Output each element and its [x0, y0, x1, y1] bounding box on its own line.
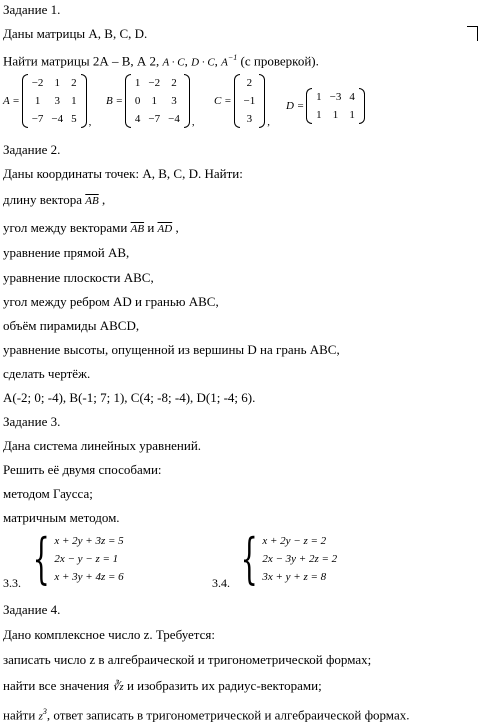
task4-line-2: записать число z в алгебраической и тригонометрической формах; [3, 652, 372, 667]
matrix-a-label: A = [3, 95, 20, 107]
task3-line-3: методом Гаусса; [3, 486, 93, 501]
brace-icon: { [240, 527, 258, 590]
sys1-eq3: x + 3y + 4z = 6 [54, 571, 124, 583]
system-3-3-label: 3.3. [3, 576, 21, 590]
brace-icon: { [32, 527, 50, 590]
task2-line-7: уравнение высоты, опущенной из вершины D на грань АВС, [3, 342, 340, 357]
task3-line-2: Решить её двумя способами: [3, 462, 162, 477]
system-3-4-label: 3.4. [212, 576, 230, 590]
sys1-eq2: 2x − y − z = 1 [54, 553, 119, 565]
sys2-eq3: 3x + y + z = 8 [262, 571, 327, 583]
matrix-d-table: 1 −3 4 1 1 1 [316, 91, 355, 121]
corner-mark [467, 26, 478, 41]
task2-line-3: уравнение прямой АВ, [3, 245, 130, 260]
task1-find-suffix: (с проверкой). [240, 53, 319, 69]
task3-line-1: Дана система линейных уравнений. [3, 438, 202, 453]
task1-given: Даны матрицы А, В, С, D. [3, 26, 148, 41]
sys2-eq1: x + 2y − z = 2 [262, 535, 327, 547]
sys1-eq1: x + 2y + 3z = 5 [54, 535, 124, 547]
task2-line-angle: угол между векторами $\overline{AB}$ и $\overline{AD}$ , [3, 220, 179, 235]
expr-a-inverse-base: A [221, 56, 228, 69]
matrix-c-label: C = [214, 95, 232, 107]
matrix-a-table: −2 1 2 1 3 1 −7 −4 5 [31, 77, 77, 125]
matrix-c-table: 2 −1 3 [243, 77, 256, 125]
task3-line-4: матричным методом. [3, 510, 120, 525]
task2-points: А(-2; 0; -4), В(-1; 7; 1), С(4; -8; -4), D(1; -4; 6). [3, 390, 256, 405]
task2-line-4: уравнение плоскости АВС, [3, 270, 154, 285]
z-cubed-exp: 3 [42, 707, 47, 716]
task2-line-8: сделать чертёж. [3, 366, 91, 381]
z-cubed-base: z [38, 710, 43, 723]
sys2-eq2: 2x − 3y + 2z = 2 [262, 553, 338, 565]
matrices-row [0, 74, 485, 132]
task2-line-length: длину вектора $\overline{AB}$ , [3, 192, 106, 207]
expr-a-times-c: A · C [162, 56, 185, 69]
task1-find: Найти матрицы 2А – В, А 2, A · C, D · C, $A^{-1}$ (с проверкой). [3, 53, 319, 69]
task4-line-1: Дано комплексное число z. Требуется: [3, 627, 215, 642]
task2-line-5: угол между ребром АD и гранью АВС, [3, 294, 219, 309]
matrix-a: A = −2 1 2 1 3 1 −7 −4 5 , [3, 74, 91, 128]
task1-find-prefix: Найти матрицы 2А – В, А 2, [3, 53, 160, 69]
vector-ab-2: $\overline{AB}$ [130, 223, 145, 235]
task2-title: Задание 2. [3, 142, 61, 157]
task3-title: Задание 3. [3, 414, 61, 429]
expr-a-inverse-exp: −1 [227, 53, 238, 62]
task4-line-3: найти все значения ∛z и изобразить их радиус-векторами; [3, 678, 322, 693]
cube-root-z: ∛z [112, 681, 124, 693]
matrix-b-table: 1 −2 2 0 1 3 4 −7 −4 [134, 77, 180, 125]
vector-ab: $\overline{AB}$ [85, 195, 99, 207]
task2-intro: Даны координаты точек: А, В, С, D. Найти: [3, 166, 243, 181]
vector-ad: $\overline{AD}$ [157, 223, 173, 235]
expr-d-times-c: D · C [191, 56, 215, 69]
task4-title: Задание 4. [3, 602, 61, 617]
system-3-4 [232, 527, 338, 590]
matrix-c: C = 2 −1 3 , [214, 74, 270, 128]
matrix-b: B = 1 −2 2 0 1 3 4 −7 −4 , [106, 74, 195, 128]
task4-line-4: найти $z^3$, ответ записать в тригонометрической и алгебраической формах. [3, 707, 410, 723]
task2-line-6: объём пирамиды АВСD, [3, 318, 140, 333]
matrix-d [286, 88, 365, 124]
system-3-3 [24, 527, 124, 590]
matrix-b-label: B = [106, 95, 123, 107]
task1-title: Задание 1. [3, 2, 61, 17]
matrix-d-label: D = [286, 100, 305, 112]
